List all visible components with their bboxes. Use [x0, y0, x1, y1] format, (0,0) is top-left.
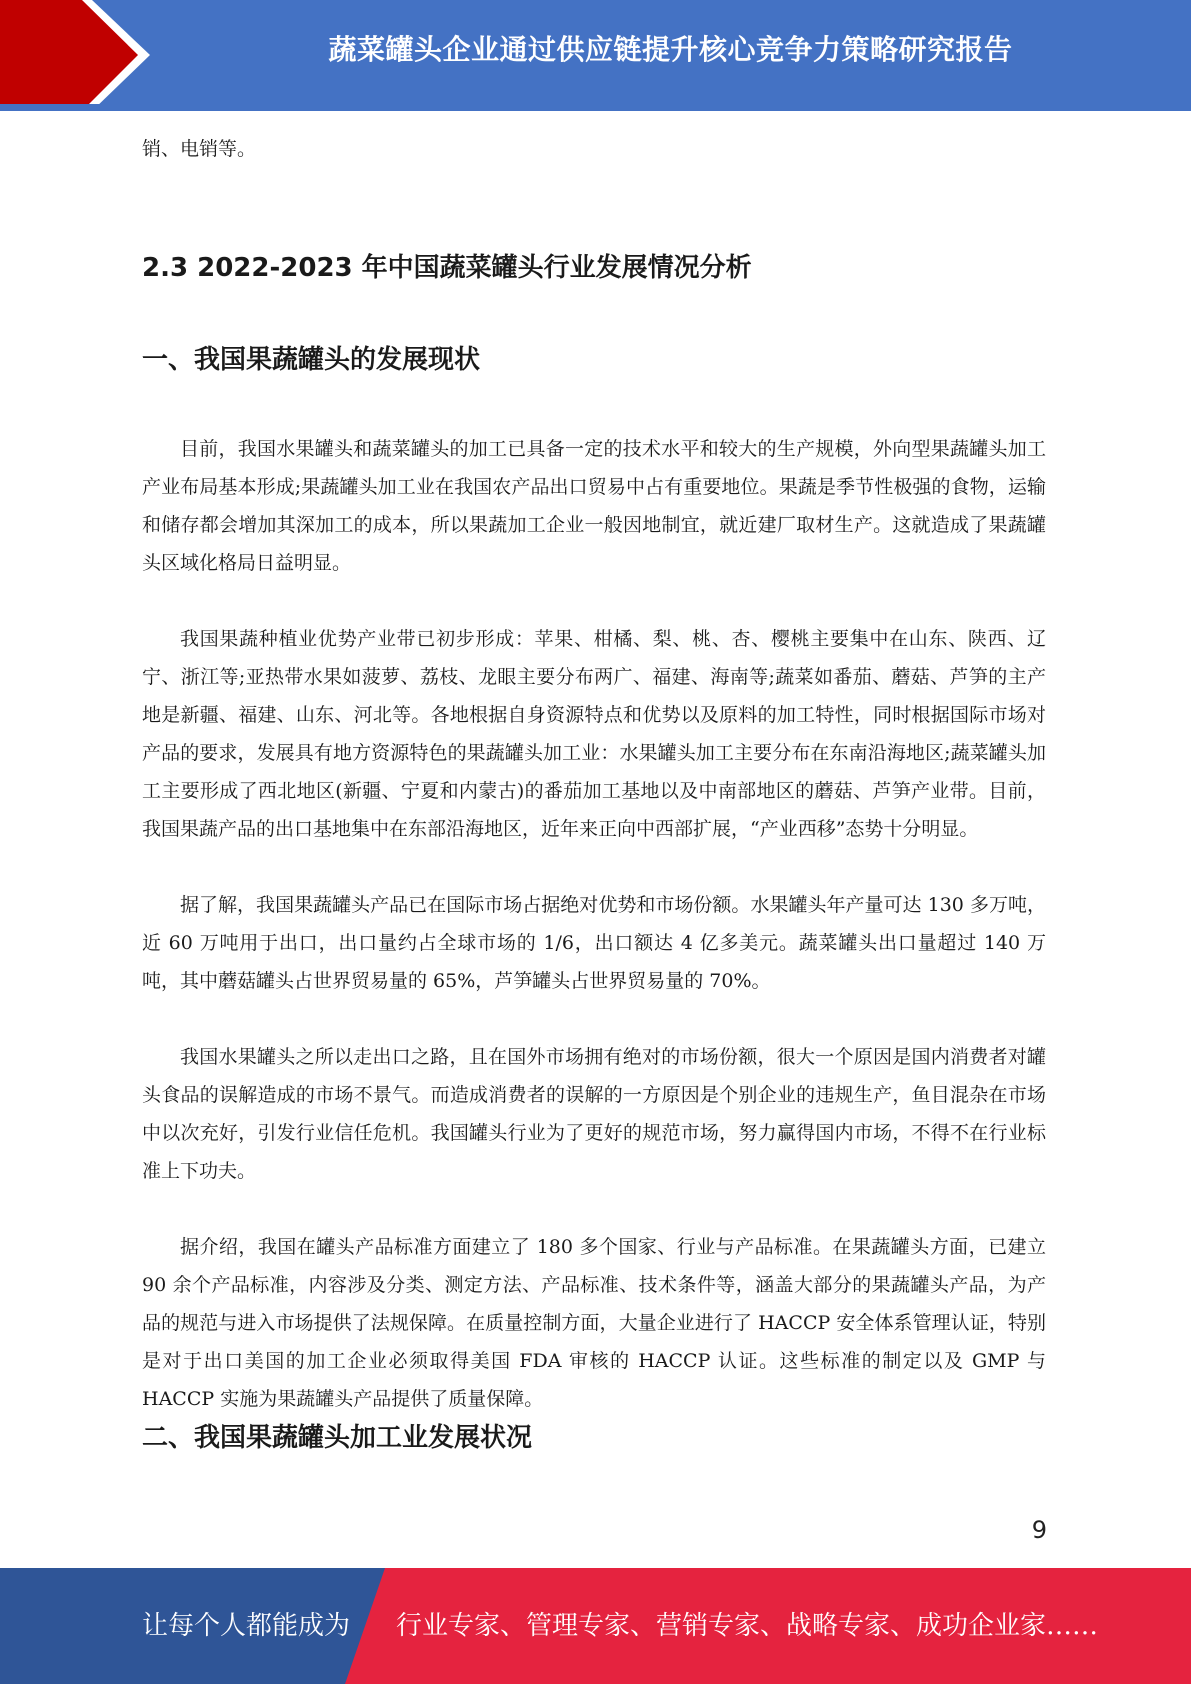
footer-slogan-left: 让每个人都能成为 [142, 1611, 351, 1641]
page-content [142, 130, 1046, 1458]
paragraph-2: 我国果蔬种植业优势产业带已初步形成：苹果、柑橘、梨、桃、杏、樱桃主要集中在山东、陕西、辽宁、浙江等;亚热带水果如菠萝、荔枝、龙眼主要分布两广、福建、海南等;蔬菜如番茄、蘑菇、芦笋的主产地是新疆、福建、山东、河北等。各地根据自身资源特点和优势以及原料的加工特性，同时根据国际市场对产品的要求，发展具有地方资源特色的果蔬罐头加工业：水果罐头加工主要分布在东南沿海地区;蔬菜罐头加工主要形成了西北地区(新疆、宁夏和内蒙古)的番茄加工基地以及中南部地区的蘑菇、芦笋产业带。目前，我国果蔬产品的出口基地集中在东部沿海地区，近年来正向中西部扩展，“产业西移”态势十分明显。 [142, 628, 1046, 840]
page-number: 9 [1031, 1516, 1047, 1544]
page-header [0, 0, 1191, 111]
subheading-status: 一、我国果蔬罐头的发展现状 [142, 345, 481, 375]
subheading-processing: 二、我国果蔬罐头加工业发展状况 [142, 1423, 533, 1453]
footer-slogan-right: 行业专家、管理专家、营销专家、战略专家、成功企业家…… [396, 1611, 1099, 1641]
page-footer [0, 1568, 1191, 1684]
paragraph-1: 目前，我国水果罐头和蔬菜罐头的加工已具备一定的技术水平和较大的生产规模，外向型果蔬罐头加工产业布局基本形成;果蔬罐头加工业在我国农产品出口贸易中占有重要地位。果蔬是季节性极强的食物，运输和储存都会增加其深加工的成本，所以果蔬加工企业一般因地制宜，就近建厂取材生产。这就造成了果蔬罐头区域化格局日益明显。 [142, 438, 1046, 574]
paragraph-3: 据了解，我国果蔬罐头产品已在国际市场占据绝对优势和市场份额。水果罐头年产量可达 130 多万吨，近 60 万吨用于出口，出口量约占全球市场的 1/6，出口额达 4 亿多美元。蔬菜罐头出口量超过 140 万吨，其中蘑菇罐头占世界贸易量的 65%，芦笋罐头占世界贸易量的 70%。 [142, 894, 1046, 992]
header-title: 蔬菜罐头企业通过供应链提升核心竞争力策略研究报告 [328, 33, 1013, 66]
continuation-text: 销、电销等。 [142, 138, 257, 160]
section-heading: 2.3 2022-2023 年中国蔬菜罐头行业发展情况分析 [142, 253, 752, 283]
paragraph-4: 我国水果罐头之所以走出口之路，且在国外市场拥有绝对的市场份额，很大一个原因是国内消费者对罐头食品的误解造成的市场不景气。而造成消费者的误解的一方原因是个别企业的违规生产，鱼目混杂在市场中以次充好，引发行业信任危机。我国罐头行业为了更好的规范市场，努力赢得国内市场，不得不在行业标准上下功夫。 [142, 1046, 1046, 1182]
paragraph-5: 据介绍，我国在罐头产品标准方面建立了 180 多个国家、行业与产品标准。在果蔬罐头方面，已建立 90 余个产品标准，内容涉及分类、测定方法、产品标准、技术条件等，涵盖大部分的果蔬罐头产品，为产品的规范与进入市场提供了法规保障。在质量控制方面，大量企业进行了 HACCP 安全体系管理认证，特别是对于出口美国的加工企业必须取得美国 FDA 审核的 HACCP 认证。这些标准的制定以及 GMP 与 HACCP 实施为果蔬罐头产品提供了质量保障。 [142, 1236, 1046, 1410]
